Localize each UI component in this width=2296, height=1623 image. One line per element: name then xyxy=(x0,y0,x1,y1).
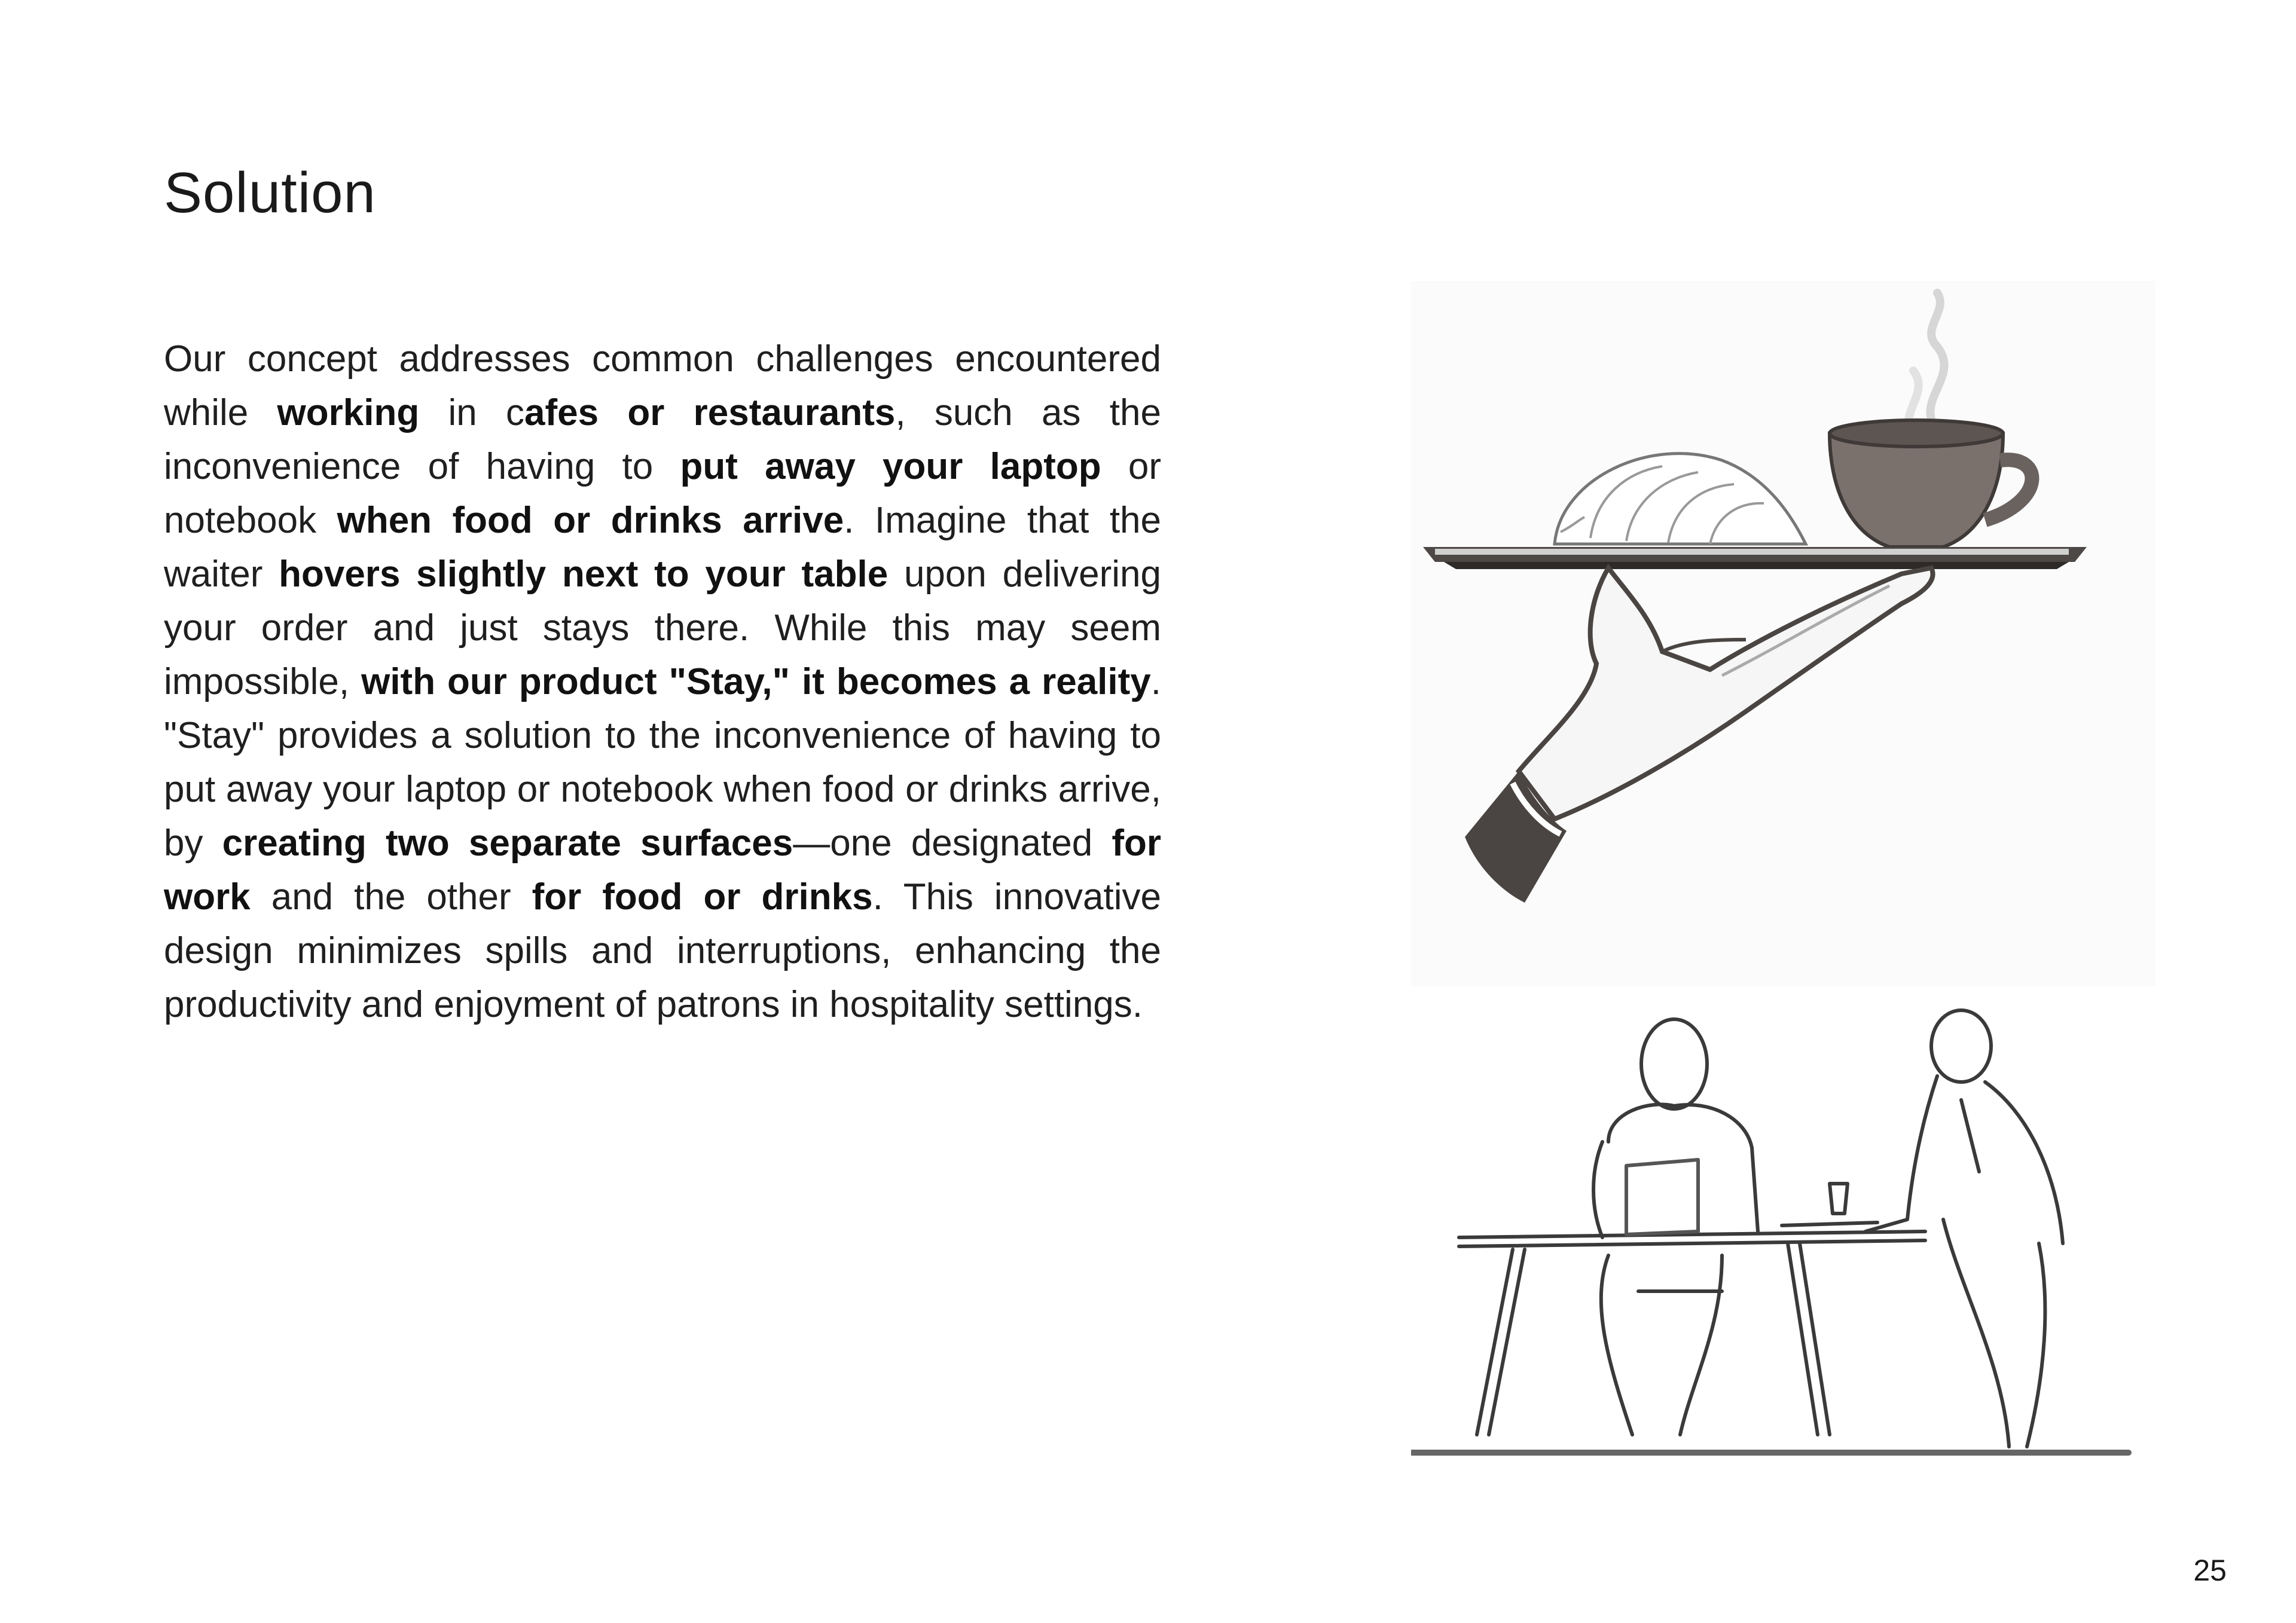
emphasis-for-work: for work xyxy=(164,823,1162,918)
emphasis-food-arrive: when food or drinks arrive xyxy=(337,500,844,541)
text-segment: . This innovative design minimizes spills and interruptions, enhancing the productivity and enjoyment of patrons in hospitality settings. xyxy=(164,876,1161,1025)
emphasis-put-away-laptop: put away your laptop xyxy=(680,446,1101,487)
solution-paragraph xyxy=(164,332,1161,1032)
emphasis-cafes: afes or restaurants xyxy=(524,392,896,433)
text-segment: —one designated xyxy=(793,823,1112,864)
text-segment: upon delivering your order and just stays there. While this may seem impossible, xyxy=(164,554,1161,702)
text-segment: , such as the inconvenience of having to xyxy=(164,392,1161,487)
cafe-sketch-illustration xyxy=(1411,992,2147,1483)
tray-icon xyxy=(1423,547,2087,569)
emphasis-for-food: for food or drinks xyxy=(532,876,873,918)
text-segment: or notebook xyxy=(164,446,1161,541)
text-segment: and the other xyxy=(250,876,532,918)
emphasis-two-surfaces: creating two separate surfaces xyxy=(222,823,793,864)
text-segment: . "Stay" provides a solution to the inconvenience of having to put away your laptop or notebook when food or drinks arrive, by xyxy=(164,661,1161,864)
text-segment: in c xyxy=(419,392,525,433)
text-segment: Our concept addresses common challenges encountered while xyxy=(164,338,1161,433)
page-title: Solution xyxy=(164,161,376,225)
waiter-tray-illustration xyxy=(1411,281,2155,986)
emphasis-working: working xyxy=(277,392,420,433)
emphasis-stay-reality: with our product "Stay," it becomes a reality xyxy=(361,661,1151,702)
page-number: 25 xyxy=(2193,1554,2227,1587)
emphasis-hovers: hovers slightly next to your table xyxy=(279,554,889,595)
text-segment: . Imagine that the waiter xyxy=(164,500,1162,595)
